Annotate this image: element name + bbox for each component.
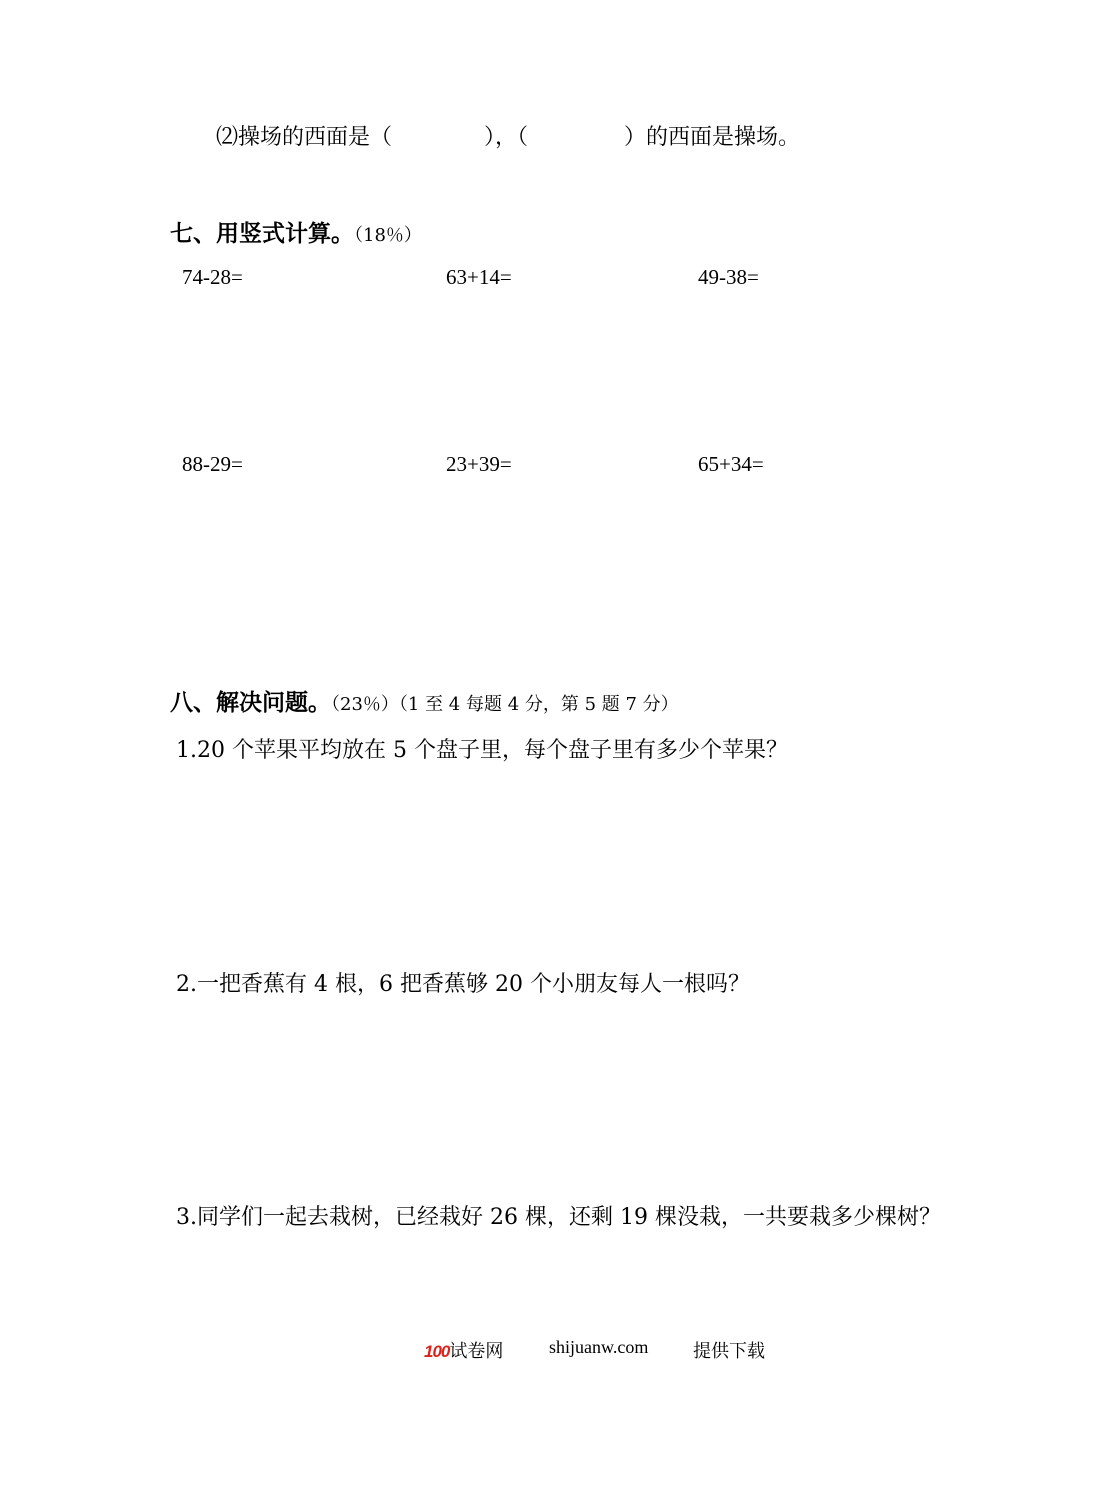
brand-logo: 100	[424, 1342, 450, 1361]
section-8-title: 八、解决问题。	[170, 690, 331, 716]
q2-suffix: ）的西面是操场。	[624, 125, 801, 150]
word-problem-1: 1.20 个苹果平均放在 5 个盘子里，每个盘子里有多少个苹果？	[176, 738, 788, 763]
word-problem-2: 2.一把香蕉有 4 根，6 把香蕉够 20 个小朋友每人一根吗？	[176, 972, 750, 997]
section-7-heading	[170, 215, 422, 248]
section-8-note: （23％）（1 至 4 每题 4 分，第 5 题 7 分）	[331, 694, 679, 715]
calc-item: 88-29=	[182, 452, 243, 476]
footer-url: shijuanw.com	[549, 1337, 649, 1357]
calc-item: 63+14=	[446, 265, 512, 289]
q2-middle: ），（	[484, 125, 529, 150]
section-7-note: （18％）	[354, 225, 422, 246]
direction-question-2	[216, 120, 800, 151]
calc-item: 65+34=	[698, 452, 764, 476]
footer-brand	[424, 1337, 503, 1363]
section-7-title: 七、用竖式计算。	[170, 221, 354, 247]
calc-item: 23+39=	[446, 452, 512, 476]
q2-prefix: ⑵操场的西面是（	[216, 125, 393, 150]
calc-item: 49-38=	[698, 265, 759, 289]
brand-name: 试卷网	[449, 1341, 504, 1361]
section-8-heading	[170, 684, 679, 717]
footer-provide-text: 提供下载	[693, 1341, 765, 1361]
word-problem-3: 3.同学们一起去栽树，已经栽好 26 棵，还剩 19 棵没栽，一共要栽多少棵树？	[176, 1205, 941, 1230]
calc-item: 74-28=	[182, 265, 243, 289]
